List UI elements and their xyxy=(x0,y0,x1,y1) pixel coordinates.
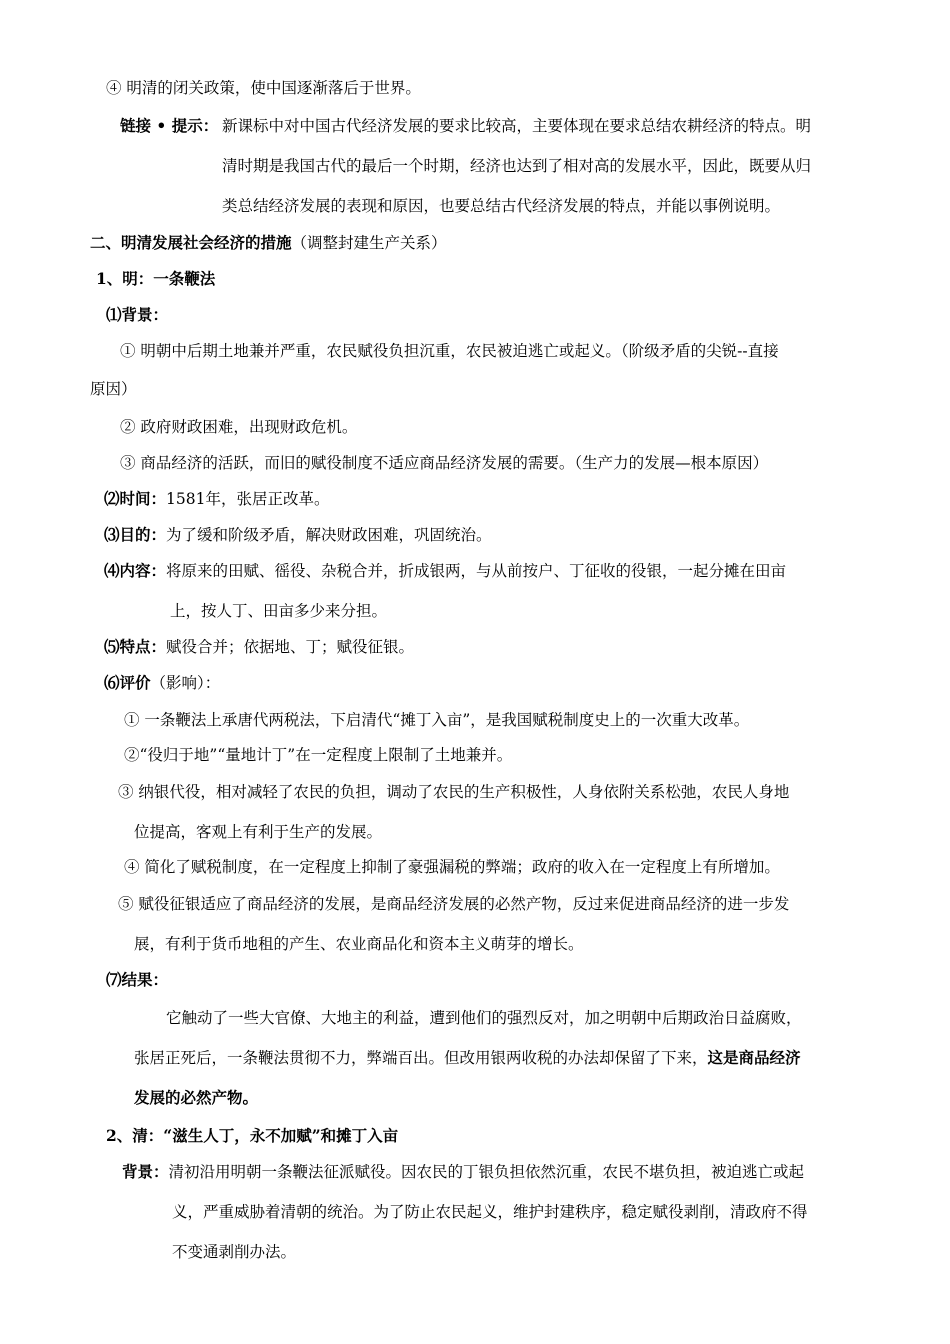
ming-content-label: ⑷内容： xyxy=(104,561,167,580)
ming-heading: 1、明：一条鞭法 xyxy=(96,269,216,288)
ming-evaluation-5-line-1: ⑤ 赋役征银适应了商品经济的发展，是商品经济发展的必然产物，反过来促进商品经济的进一步发 xyxy=(118,895,790,913)
ming-content-line-1 xyxy=(104,561,786,581)
ming-result-line-2 xyxy=(134,1048,801,1068)
qing-background-line-3: 不变通剥削办法。 xyxy=(172,1243,297,1261)
ming-evaluation-label: ⑹评价 xyxy=(104,673,151,692)
qing-background-line-1 xyxy=(122,1162,804,1182)
qing-background-text-1: 清初沿用明朝一条鞭法征派赋役。因农民的丁银负担依然沉重，农民不堪负担，被迫逃亡或起 xyxy=(168,1163,805,1181)
ming-purpose-text: 为了缓和阶级矛盾，解决财政困难，巩固统治。 xyxy=(166,526,492,544)
tip-line-2: 清时期是我国古代的最后一个时期，经济也达到了相对高的发展水平，因此，既要从归 xyxy=(222,157,812,175)
ming-feature-label: ⑸特点： xyxy=(104,637,167,656)
ming-content-text-1: 将原来的田赋、徭役、杂税合并，折成银两，与从前按户、丁征收的役银，一起分摊在田亩 xyxy=(166,562,787,580)
ming-content-line-2: 上，按人丁、田亩多少来分担。 xyxy=(170,602,388,620)
ming-evaluation-5-line-2: 展，有利于货币地租的产生、农业商品化和资本主义萌芽的增长。 xyxy=(134,935,584,953)
ming-evaluation-1: ① 一条鞭法上承唐代两税法，下启清代“摊丁入亩”，是我国赋税制度史上的一次重大改革。 xyxy=(124,711,750,729)
ming-time-text: 1581年，张居正改革。 xyxy=(166,490,330,508)
ming-feature-text: 赋役合并；依据地、丁；赋役征银。 xyxy=(166,638,415,656)
ming-result-line-3: 发展的必然产物。 xyxy=(134,1088,259,1107)
ming-result-emphasis: 这是商品经济 xyxy=(707,1048,801,1067)
ming-time-label: ⑵时间： xyxy=(104,489,167,508)
ming-background-label: ⑴背景： xyxy=(106,305,169,324)
section-2-title: 二、明清发展社会经济的措施 xyxy=(90,233,292,252)
ming-background-1-line-1: ① 明朝中后期土地兼并严重，农民赋役负担沉重，农民被迫逃亡或起义。（阶级矛盾的尖锐--直接 xyxy=(120,342,779,360)
ming-time xyxy=(104,489,329,509)
ming-evaluation-4: ④ 简化了赋税制度，在一定程度上抑制了豪强漏税的弊端；政府的收入在一定程度上有所增加。 xyxy=(124,858,780,876)
item-closed-door-policy: ④ 明清的闭关政策，使中国逐渐落后于世界。 xyxy=(106,79,421,97)
ming-feature xyxy=(104,637,414,657)
qing-background-label: 背景： xyxy=(122,1162,169,1181)
ming-evaluation-heading xyxy=(104,673,220,693)
ming-purpose-label: ⑶目的： xyxy=(104,525,167,544)
ming-evaluation-note: （影响）： xyxy=(150,674,221,692)
section-2-heading xyxy=(90,233,447,253)
ming-evaluation-3-line-1: ③ 纳银代役，相对减轻了农民的负担，调动了农民的生产积极性，人身依附关系松弛，农民人身地 xyxy=(118,783,790,801)
ming-background-1-line-2: 原因） xyxy=(90,380,137,398)
ming-result-text-2: 张居正死后，一条鞭法贯彻不力，弊端百出。但改用银两收税的办法却保留了下来， xyxy=(134,1049,708,1067)
ming-purpose xyxy=(104,525,492,545)
ming-evaluation-3-line-2: 位提高，客观上有利于生产的发展。 xyxy=(134,823,383,841)
ming-background-3: ③ 商品经济的活跃，而旧的赋役制度不适应商品经济发展的需要。（生产力的发展—根本原因） xyxy=(120,454,769,472)
ming-background-2: ② 政府财政困难，出现财政危机。 xyxy=(120,418,358,436)
tip-label: 链接 • 提示： xyxy=(120,116,219,135)
section-2-note: （调整封建生产关系） xyxy=(291,234,447,252)
tip-line-1: 新课标中对中国古代经济发展的要求比较高，主要体现在要求总结农耕经济的特点。明 xyxy=(222,117,812,135)
ming-result-label: ⑺结果： xyxy=(106,970,169,989)
qing-heading: 2、清：“滋生人丁，永不加赋”和摊丁入亩 xyxy=(106,1126,399,1145)
tip-line-3: 类总结经济发展的表现和原因，也要总结古代经济发展的特点，并能以事例说明。 xyxy=(222,197,781,215)
ming-evaluation-2: ②“役归于地”“量地计丁”在一定程度上限制了土地兼并。 xyxy=(124,746,513,764)
qing-background-line-2: 义，严重威胁着清朝的统治。为了防止农民起义，维护封建秩序，稳定赋役剥削，清政府不得 xyxy=(172,1203,808,1221)
ming-result-line-1: 它触动了一些大官僚、大地主的利益，遭到他们的强烈反对，加之明朝中后期政治日益腐败， xyxy=(166,1009,802,1027)
